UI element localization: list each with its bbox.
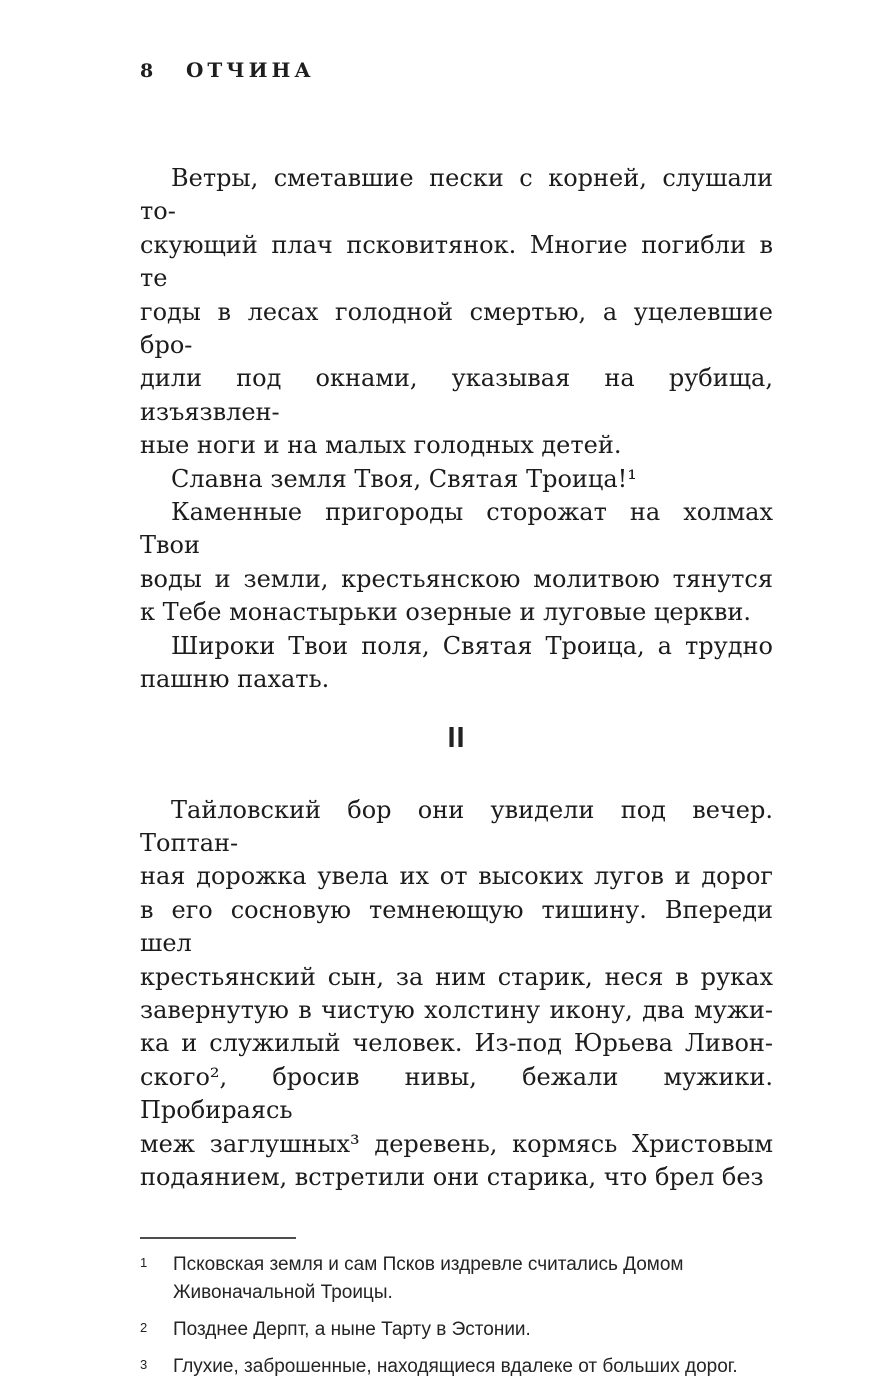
- text-line: годы в лесах голодной смертью, а уцелевшие бро-: [140, 297, 773, 360]
- text-line-with-footnote-ref-3: меж заглушных³ деревень, кормясь Христовым: [140, 1129, 773, 1158]
- footnote-1: [140, 1251, 773, 1307]
- paragraph-kamennye: [140, 496, 773, 630]
- text-line: Широки Твои поля, Святая Троица, а трудно: [171, 631, 773, 660]
- footnote-separator: [140, 1237, 296, 1239]
- text-line: завернутую в чистую холстину икону, два мужи-: [140, 995, 773, 1024]
- footnote-number: 3: [140, 1357, 148, 1373]
- text-line: скующий плач псковитянок. Многие погибли в те: [140, 230, 773, 293]
- text-line: воды и земли, крестьянскою молитвою тянутся: [140, 564, 773, 593]
- paragraph-winds: [140, 162, 773, 463]
- footnote-text: Позднее Дерпт, а ныне Тарту в Эстонии.: [173, 1319, 531, 1341]
- footnote-number: 2: [140, 1320, 148, 1336]
- text-line: Ветры, сметавшие пески с корней, слушали то-: [140, 164, 773, 226]
- text-line: пашню пахать.: [140, 665, 330, 694]
- footnote-text: Псковская земля и сам Псков издревле считались Домом Живоначальной Троицы.: [173, 1254, 684, 1304]
- page-body: [140, 162, 773, 1194]
- text-line: в его сосновую темнеющую тишину. Впереди шел: [140, 895, 773, 958]
- text-line: ные ноги и на малых голодных детей.: [140, 431, 622, 460]
- footnote-3: [140, 1353, 773, 1381]
- text-line: подаянием, встретили они старика, что брел без: [140, 1162, 764, 1191]
- page-number: 8: [140, 60, 154, 82]
- text-line: крестьянский сын, за ним старик, неся в руках: [140, 962, 773, 991]
- paragraph-taylovsky: [140, 794, 773, 1195]
- footnote-number: 1: [140, 1255, 148, 1271]
- text-line: дили под окнами, указывая на рубища, изъязвлен-: [140, 364, 773, 426]
- text-line: ная дорожка увела их от высоких лугов и дорог: [140, 862, 773, 891]
- text-line: Каменные пригороды сторожат на холмах Твои: [140, 498, 773, 560]
- text-line-with-footnote-ref-1: Славна земля Твоя, Святая Троица!¹: [171, 464, 637, 493]
- running-title: ОТЧИНА: [186, 58, 315, 82]
- footnotes-section: [140, 1237, 773, 1381]
- paragraph-shiroki: [140, 630, 773, 697]
- footnote-2: [140, 1316, 773, 1344]
- text-line: Тайловский бор они увидели под вечер. Топтан-: [140, 795, 773, 857]
- text-line-with-footnote-ref-2: ского², бросив нивы, бежали мужики. Пробираясь: [140, 1062, 773, 1125]
- text-line: ка и служилый человек. Из-под Юрьева Ливон-: [140, 1029, 773, 1058]
- section-heading-ii: II: [447, 721, 466, 754]
- text-line: к Тебе монастырьки озерные и луговые церкви.: [140, 598, 752, 627]
- paragraph-slavna: [140, 463, 773, 496]
- footnote-text: Глухие, заброшенные, находящиеся вдалеке от больших дорог.: [173, 1356, 738, 1378]
- page-header: [140, 58, 773, 82]
